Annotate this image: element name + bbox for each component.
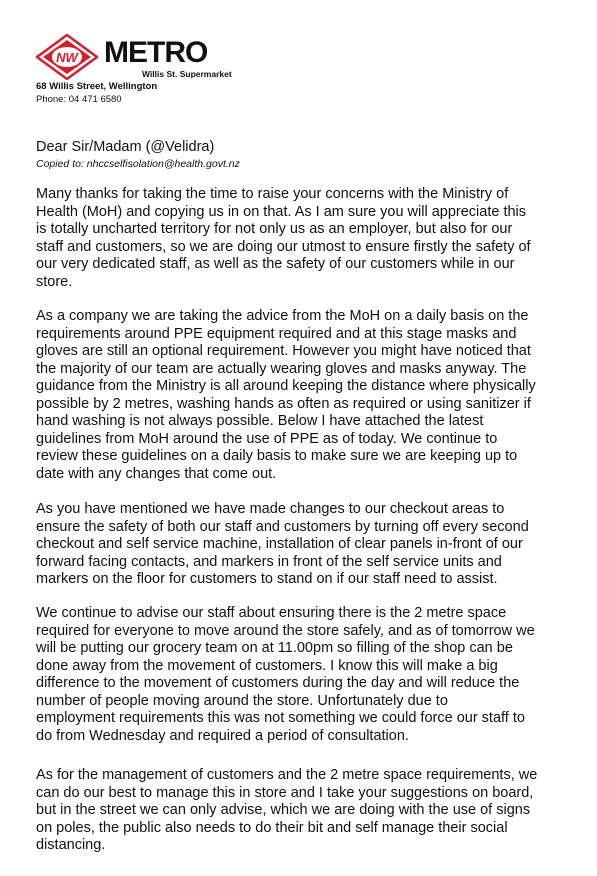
store-address: 68 Willis Street, Wellington — [36, 81, 158, 92]
text-line: guidance from the Ministry is all around keeping the distance where physically — [36, 378, 536, 394]
paragraph-3 — [36, 501, 576, 589]
text-line: Health (MoH) and copying us in on that. As I am sure you will appreciate this — [36, 203, 527, 220]
text-line: Many thanks for taking the time to raise your concerns with the Ministry of — [36, 186, 509, 202]
salutation: Dear Sir/Madam (@Velidra) — [36, 139, 215, 155]
text-line: As a company we are taking the advice from the MoH on a daily basis on the — [36, 308, 529, 324]
text-line: required for everyone to move around the store safely, and as of tomorrow we — [36, 622, 535, 639]
text-line: requirements around PPE equipment required and at this stage masks and — [36, 325, 517, 342]
copied-to-line: Copied to: nhccselfisolation@health.govt.nz — [36, 158, 240, 170]
text-line: our very dedicated staff, as well as the safety of our customers while in our — [36, 256, 515, 272]
text-line: possible by 2 metres, washing hands as often as required or using sanitizer if — [36, 395, 531, 412]
paragraph-2 — [36, 308, 576, 483]
text-line: guidelines from MoH around the use of PPE as of today. We continue to — [36, 430, 498, 447]
text-line: difference to the movement of customers during the day and will reduce the — [36, 675, 520, 691]
nw-logo-icon — [36, 34, 98, 80]
text-line: distancing. — [36, 837, 106, 853]
paragraph-4 — [36, 605, 576, 745]
text-line: checkout and self service machine, installation of clear panels in-front of our — [36, 536, 523, 552]
text-line: is totally uncharted territory for not only us as an employer, but also for our — [36, 221, 513, 237]
text-line: date with any changes that come out. — [36, 465, 277, 482]
text-line: on poles, the public also needs to do their bit and self manage their social — [36, 819, 508, 836]
text-line: do from Wednesday and required a period of consultation. — [36, 727, 409, 744]
text-line: but in the street we can only advise, which we are doing with the use of signs — [36, 802, 531, 818]
text-line: employment requirements this was not something we could force our staff to — [36, 710, 525, 726]
text-line: As you have mentioned we have made changes to our checkout areas to — [36, 501, 505, 517]
text-line: hand washing is not always possible. Below I have attached the latest — [36, 413, 484, 429]
text-line: number of people moving around the store. Unfortunately due to — [36, 692, 448, 709]
text-line: store. — [36, 273, 73, 290]
text-line: ensure the safety of both our staff and customers by turning off every second — [36, 518, 529, 535]
text-line: can do our best to manage this in store and I take your suggestions on board, — [36, 784, 534, 801]
store-phone: Phone: 04 471 6580 — [36, 94, 122, 105]
text-line: the majority of our team are actually wearing gloves and masks anyway. The — [36, 360, 527, 377]
text-line: As for the management of customers and the 2 metre space requirements, we — [36, 767, 538, 783]
brand-subtitle: Willis St. Supermarket — [142, 69, 232, 79]
text-line: gloves are still an optional requirement. However you might have noticed that — [36, 343, 531, 359]
paragraph-1 — [36, 186, 576, 291]
logo-text: NW — [56, 50, 78, 65]
brand-name: METRO — [104, 36, 208, 69]
text-line: done away from the movement of customers. I know this will make a big — [36, 657, 498, 674]
text-line: staff and customers, so we are doing our utmost to ensure firstly the safety of — [36, 238, 531, 255]
text-line: review these guidelines on a daily basis to make sure we are keeping up to — [36, 448, 518, 464]
text-line: We continue to advise our staff about ensuring there is the 2 metre space — [36, 605, 507, 621]
text-line: will be putting our grocery team on at 11.00pm so filling of the shop can be — [36, 640, 513, 656]
paragraph-5 — [36, 767, 576, 855]
text-line: markers on the floor for customers to stand on if our staff need to assist. — [36, 571, 498, 587]
text-line: forward facing contacts, and markers in front of the self service units and — [36, 553, 502, 570]
